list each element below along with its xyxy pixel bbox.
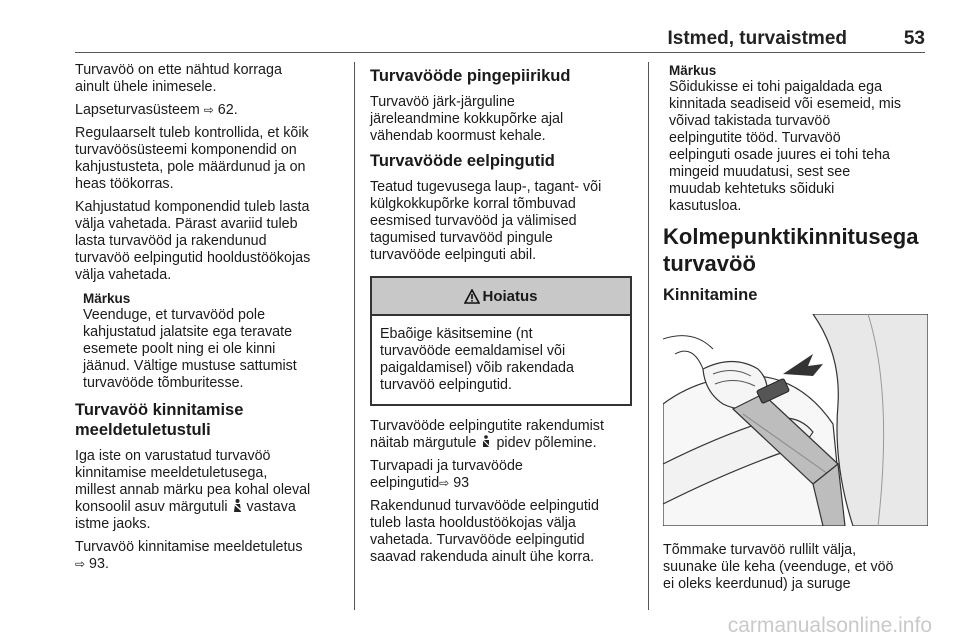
seatbelt-fastening-illustration xyxy=(663,314,928,526)
note-title: Märkus xyxy=(669,63,717,78)
reference-arrow-icon: ⇨ xyxy=(203,103,214,117)
airbag-ref-text: Turvapadi ja turvavööde eelpingutid xyxy=(370,458,523,491)
warning-triangle-icon xyxy=(464,289,480,304)
warning-title: Hoiatus xyxy=(482,287,538,305)
reference-arrow-icon: ⇨ xyxy=(439,476,450,490)
heading-fastening: Kinnitamine xyxy=(663,286,758,304)
column-3 xyxy=(663,62,928,599)
paragraph-check-components: Regulaarselt tuleb kontrollida, et kõik turvavöösüsteemi komponendid on kahjustusteta, pole määrdunud ja on heas töökorras. xyxy=(75,125,309,192)
column-1 xyxy=(75,62,340,579)
page-number: 53 xyxy=(903,28,925,49)
note-title: Märkus xyxy=(83,291,131,306)
ref-text: Lapseturvasüsteem xyxy=(75,102,204,118)
column-divider-2 xyxy=(648,62,649,610)
heading-three-point-belt: Kolmepunktikinnitusega turvavöö xyxy=(663,224,919,276)
watermark: carmanualsonline.info xyxy=(727,614,932,637)
column-divider-1 xyxy=(354,62,355,610)
paragraph-child-restraint-ref xyxy=(75,102,340,119)
ref-page[interactable]: 93. xyxy=(89,556,109,572)
warning-box xyxy=(370,276,632,406)
note-box xyxy=(669,62,928,215)
reference-arrow-icon: ⇨ xyxy=(75,557,86,571)
heading-pretensioners: Turvavööde eelpingutid xyxy=(370,152,555,170)
note-box xyxy=(83,290,340,392)
heading-load-limiters: Turvavööde pingepiirikud xyxy=(370,67,571,85)
reminder-text-end: vastava istme jaoks. xyxy=(75,499,296,532)
paragraph-reminder-ref xyxy=(75,539,340,573)
indicator-text: Turvavööde eelpingutite rakendumist näitab märgutule xyxy=(370,418,604,451)
warning-text: Ebaõige käsitsemine (nt turvavööde eemaldamisel või paigaldamisel) võib rakendada turvavöö eelpingutid. xyxy=(380,326,574,393)
ref-page[interactable]: 62. xyxy=(217,102,238,118)
paragraph-airbag-ref xyxy=(370,458,632,492)
ref-page[interactable]: 93 xyxy=(449,475,470,491)
paragraph-load-limiters: Turvavöö järk-järguline järeleandmine kokkupõrke ajal vähendab koormust kehale. xyxy=(370,94,564,144)
note-text: Sõidukisse ei tohi paigaldada ega kinnitada seadiseid või esemeid, mis võivad takistada turvavöö eelpingutite tööd. Turvavöö eelpinguti osade juures ei tohi teha mingeid muudatusi, sest see muudab kehtetuks sõiduki kasutusloa. xyxy=(669,79,902,214)
heading-seatbelt-reminder: Turvavöö kinnitamise meeldetuletustuli xyxy=(75,401,244,439)
header-title: Istmed, turvaistmed xyxy=(667,28,847,49)
paragraph-replace-components: Kahjustatud komponendid tuleb lasta välja vahetada. Pärast avariid tuleb lasta turvavööd ja rakendunud turvavöö eelpingutid hooldustöökojas välja vahetada. xyxy=(75,199,311,283)
warning-header xyxy=(372,278,630,316)
paragraph-pretensioners: Teatud tugevusega laup-, tagant- või külgkokkupõrke korral tõmbuvad eesmised turvavööd ja välimised tagumised turvavööd pingule turvavööde eelpinguti abil. xyxy=(370,179,602,263)
column-2 xyxy=(370,62,632,572)
note-text: Veenduge, et turvavööd pole kahjustatud jalatsite ega teravate esemete poolt ning ei ole kinni jäänud. Vältige mustuse sattumist turvavööde tõmburitesse. xyxy=(83,307,297,391)
seatbelt-reminder-icon xyxy=(232,499,243,513)
page-header xyxy=(75,28,925,50)
paragraph-pretensioner-indicator xyxy=(370,418,632,452)
pretensioner-warning-icon xyxy=(480,435,492,449)
reminder-text: Iga iste on varustatud turvavöö kinnitamise meeldetuletusega, millest annab märku pea kohal oleval konsoolil asuv märgutuli xyxy=(75,448,311,515)
paragraph-reminder xyxy=(75,448,340,533)
paragraph-replace-pretensioners: Rakendunud turvavööde eelpingutid tuleb lasta hooldustöökojas välja vahetada. Turvavööde eelpingutid saavad rakenduda ainult ühe korra. xyxy=(370,498,599,565)
paragraph-one-person: Turvavöö on ette nähtud korraga ainult ühele inimesele. xyxy=(75,62,282,95)
indicator-text-end: pidev põlemine. xyxy=(492,435,597,451)
reminder-ref-text: Turvavöö kinnitamise meeldetuletus xyxy=(75,539,303,555)
paragraph-pull-belt: Tõmmake turvavöö rullilt välja, suunake üle keha (veenduge, et vöö ei oleks keerdunud) ja suruge xyxy=(663,542,894,592)
header-rule xyxy=(75,52,925,53)
